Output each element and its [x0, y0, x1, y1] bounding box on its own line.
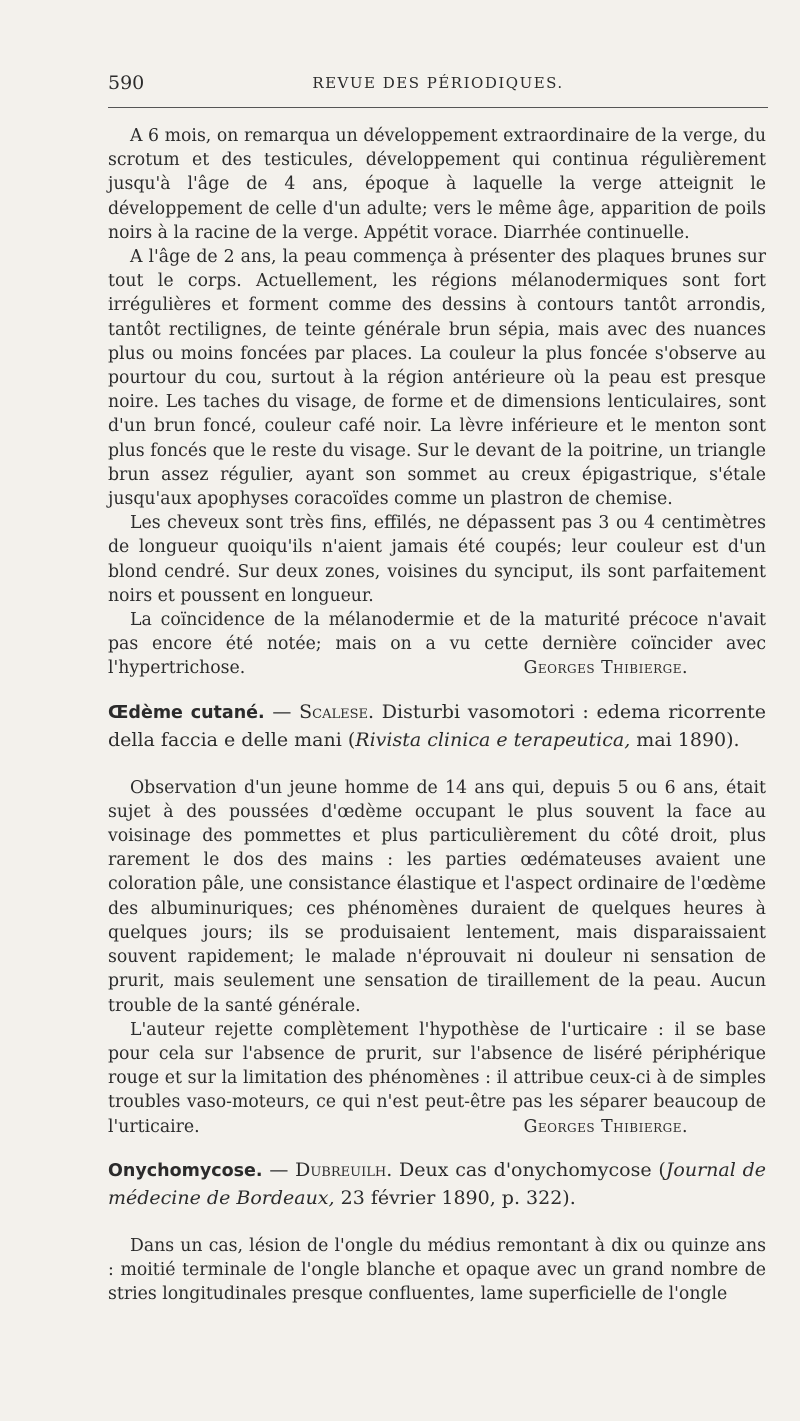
article-title-text: Deux cas d'onychomycose ( [392, 1158, 666, 1181]
paragraph: Les cheveux sont très fins, effilés, ne dépassent pas 3 ou 4 centimètres de longueur quoiqu'ils n'aient jamais été coupés; leur couleur est d'un blond cendré. Sur deux zones, voisines du synciput, ils sont parfaitement noirs et poussent en longueur. [108, 513, 766, 606]
paragraph: A 6 mois, on remarqua un développement extraordinaire de la verge, du scrotum et des testicules, développement qui continua régulièrement jusqu'à l'âge de 4 ans, époque à laquelle la verge atteignit le développement de celle d'un adulte; vers le même âge, apparition de poils noirs à la racine de la verge. Appétit vorace. Diarrhée continuelle. [108, 126, 766, 243]
article-heading: Œdème cutané. [108, 702, 265, 723]
paragraph: Observation d'un jeune homme de 14 ans qui, depuis 5 ou 6 ans, était sujet à des poussées d'œdème occupant le plus souvent la face au voisinage des pommettes et plus particulièrement du côté droit, plus rarement le dos des mains : les parties œdémateuses avaient une coloration pâle, une consistance élastique et l'aspect ordinaire de l'œdème des albuminuriques; ces phénomènes duraient de quelques heures à quelques jours; ils se produisaient lentement, mais disparaissaient souvent rapidement; le malade n'éprouvait ni douleur ni sensation de prurit, mais seulement une sensation de tiraillement de la peau. Aucun trouble de la santé générale. [108, 777, 766, 1016]
paragraph-text: L'auteur rejette complètement l'hypothèse de l'urticaire : il se base pour cela sur l'absence de prurit, sur l'absence de liséré périphérique rouge et sur la limitation des phénomènes : il attribue ceux-ci à de simples troubles vaso-moteurs, ce qui n'est peut-être pas les séparer beaucoup de l'urticaire. [108, 1019, 766, 1137]
article-title [108, 1157, 766, 1212]
paragraph: A l'âge de 2 ans, la peau commença à présenter des plaques brunes sur tout le corps. Actuellement, les régions mélanodermiques sont fort irrégulières et forment comme des dessins à contours tantôt arrondis, tantôt rectilignes, de teinte générale brun sépia, mais avec des nuances plus ou moins foncées par places. La couleur la plus foncée s'observe au pourtour du cou, surtout à la région antérieure où la peau est presque noire. Les taches du visage, de forme et de dimensions lenticulaires, sont d'un brun foncé, couleur café noir. La lèvre inférieure et le menton sont plus foncés que le reste du visage. Sur le devant de la poitrine, un triangle brun assez régulier, ayant son sommet au creux épigastrique, s'étale jusqu'aux apophyses coracoïdes comme un plastron de chemise. [108, 247, 766, 510]
paragraph [108, 1018, 766, 1139]
paragraph: Dans un cas, lésion de l'ongle du médius remontant à dix ou quinze ans : moitié terminale de l'ongle blanche et opaque avec un grand nombre de stries longitudinales presque confluentes, lame superficielle de l'ongle [108, 1235, 766, 1305]
journal-name: Rivista clinica e terapeutica, [355, 728, 631, 751]
spacer [108, 754, 766, 776]
signature: Georges Thibierge. [523, 1116, 688, 1137]
header-rule [108, 107, 768, 108]
page-body [108, 124, 766, 1306]
article-title-end: 23 février 1890, p. 322). [334, 1186, 576, 1209]
page-number: 590 [108, 72, 145, 94]
running-title: REVUE DES PÉRIODIQUES. [312, 74, 564, 92]
title-dash: — [262, 1158, 296, 1181]
page-header [108, 72, 768, 98]
title-dash: — [264, 700, 300, 723]
article-title-text: Disturbi vasomotori : edema ricorrente della faccia e delle mani ( [108, 700, 766, 751]
paragraph-text: La coïncidence de la mélanodermie et de la maturité précoce n'avait pas encore été notée; mais on a vu cette dernière coïncider avec l'hypertrichose. [108, 610, 766, 679]
article-title-end: mai 1890). [630, 728, 740, 751]
article-author: Dubreuilh. [295, 1158, 393, 1181]
signature: Georges Thibierge. [523, 658, 688, 679]
article-author: Scalese. [299, 700, 375, 723]
paragraph [108, 608, 766, 681]
journal-name: Journal de médecine de Bordeaux, [108, 1158, 766, 1209]
article-heading: Onychomycose. [108, 1160, 263, 1181]
article-title [108, 699, 766, 754]
spacer [108, 1212, 766, 1234]
